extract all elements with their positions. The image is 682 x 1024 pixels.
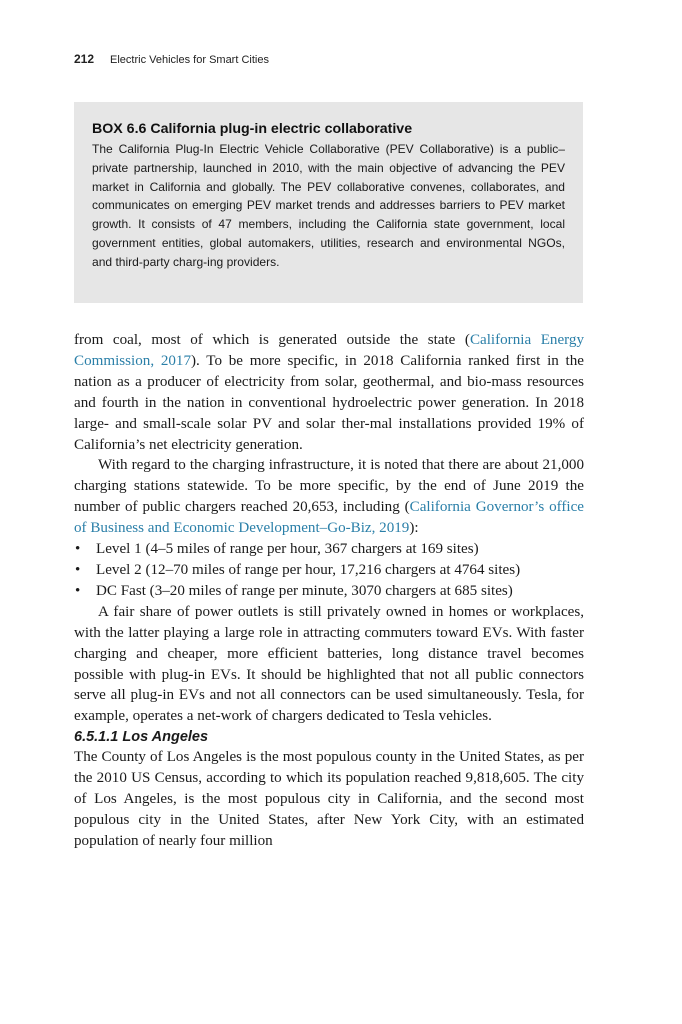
list-item-text: Level 1 (4–5 miles of range per hour, 367 chargers at 169 sites): [96, 541, 479, 558]
box-body: The California Plug-In Electric Vehicle Collaborative (PEV Collaborative) is a public–private partnership, launched in 2010, with the main objective of advancing the PEV market in California and globally. The PEV collaborative convenes, collaborates, and communicates on emerging PEV market trends and addresses barriers to PEV market growth. It consists of 47 members, including the California state government, local government entities, global automakers, utilities, research and environmental NGOs, and third-party charg-ing providers.: [92, 142, 565, 269]
para2-text-pre: With regard to the charging infrastructure, it is noted that there are about 21,000 charging stations statewide. To be more specific, by the end of June 2019 the number of public chargers reached 20,653, including (: [74, 457, 584, 516]
list-item: [74, 560, 584, 581]
paragraph-3: A fair share of power outlets is still privately owned in homes or workplaces, with the latter playing a large role in attracting commuters toward EVs. With faster charging and cheaper, more efficient batteries, long distance travel becomes possible with plug-in EVs. It should be highlighted that not all public connectors serve all plug-in EVs and not all connectors can be used simultaneously. Tesla, for example, operates a net-work of chargers dedicated to Tesla vehicles.: [74, 603, 584, 725]
paragraph-2: [74, 455, 584, 539]
para1-text-post: ). To be more specific, in 2018 California ranked first in the nation as a producer of electricity from solar, geothermal, and bio-mass resources and fourth in the nation in conventional hydroelectric power generation. In 2018 large- and small-scale solar PV and solar ther-mal installations provided 19% of California’s net electricity generation.: [74, 352, 584, 453]
paragraph-1: [74, 330, 584, 455]
section-title: 6.5.1.1 Los Angeles: [74, 729, 209, 746]
box-title: BOX 6.6 California plug-in electric collaborative: [92, 121, 413, 137]
para1-text-pre: from coal, most of which is generated outside the state (: [74, 332, 470, 348]
list-item-text: DC Fast (3–20 miles of range per minute, 3070 chargers at 685 sites): [96, 582, 513, 599]
bullet-icon: •: [75, 582, 81, 599]
main-text: [74, 330, 584, 852]
citation-link-energy-commission[interactable]: California Energy Commission, 2017: [74, 332, 585, 369]
citation-link-go-biz[interactable]: California Governor’s office of Business and Economic Development–Go-Biz, 2019: [74, 499, 584, 537]
bullet-icon: •: [75, 561, 81, 578]
page-header: [74, 52, 269, 66]
charger-levels-list: [74, 539, 584, 602]
section-paragraph: The County of Los Angeles is the most populous county in the United States, as per the 2010 US Census, according to which its population reached 9,818,605. The city of Los Angeles, is the most populous city in California, and the second most populous city in the United States, after New York City, with an estimated population of nearly four million: [74, 749, 584, 849]
running-title: Electric Vehicles for Smart Cities: [110, 54, 269, 66]
box-6-6: [74, 102, 583, 303]
list-item: [74, 581, 584, 602]
list-item: [74, 539, 584, 560]
list-item-text: Level 2 (12–70 miles of range per hour, 17,216 chargers at 4764 sites): [96, 561, 521, 578]
page-number: 212: [74, 52, 95, 66]
para2-text-post: ):: [409, 520, 419, 537]
bullet-icon: •: [75, 541, 81, 558]
